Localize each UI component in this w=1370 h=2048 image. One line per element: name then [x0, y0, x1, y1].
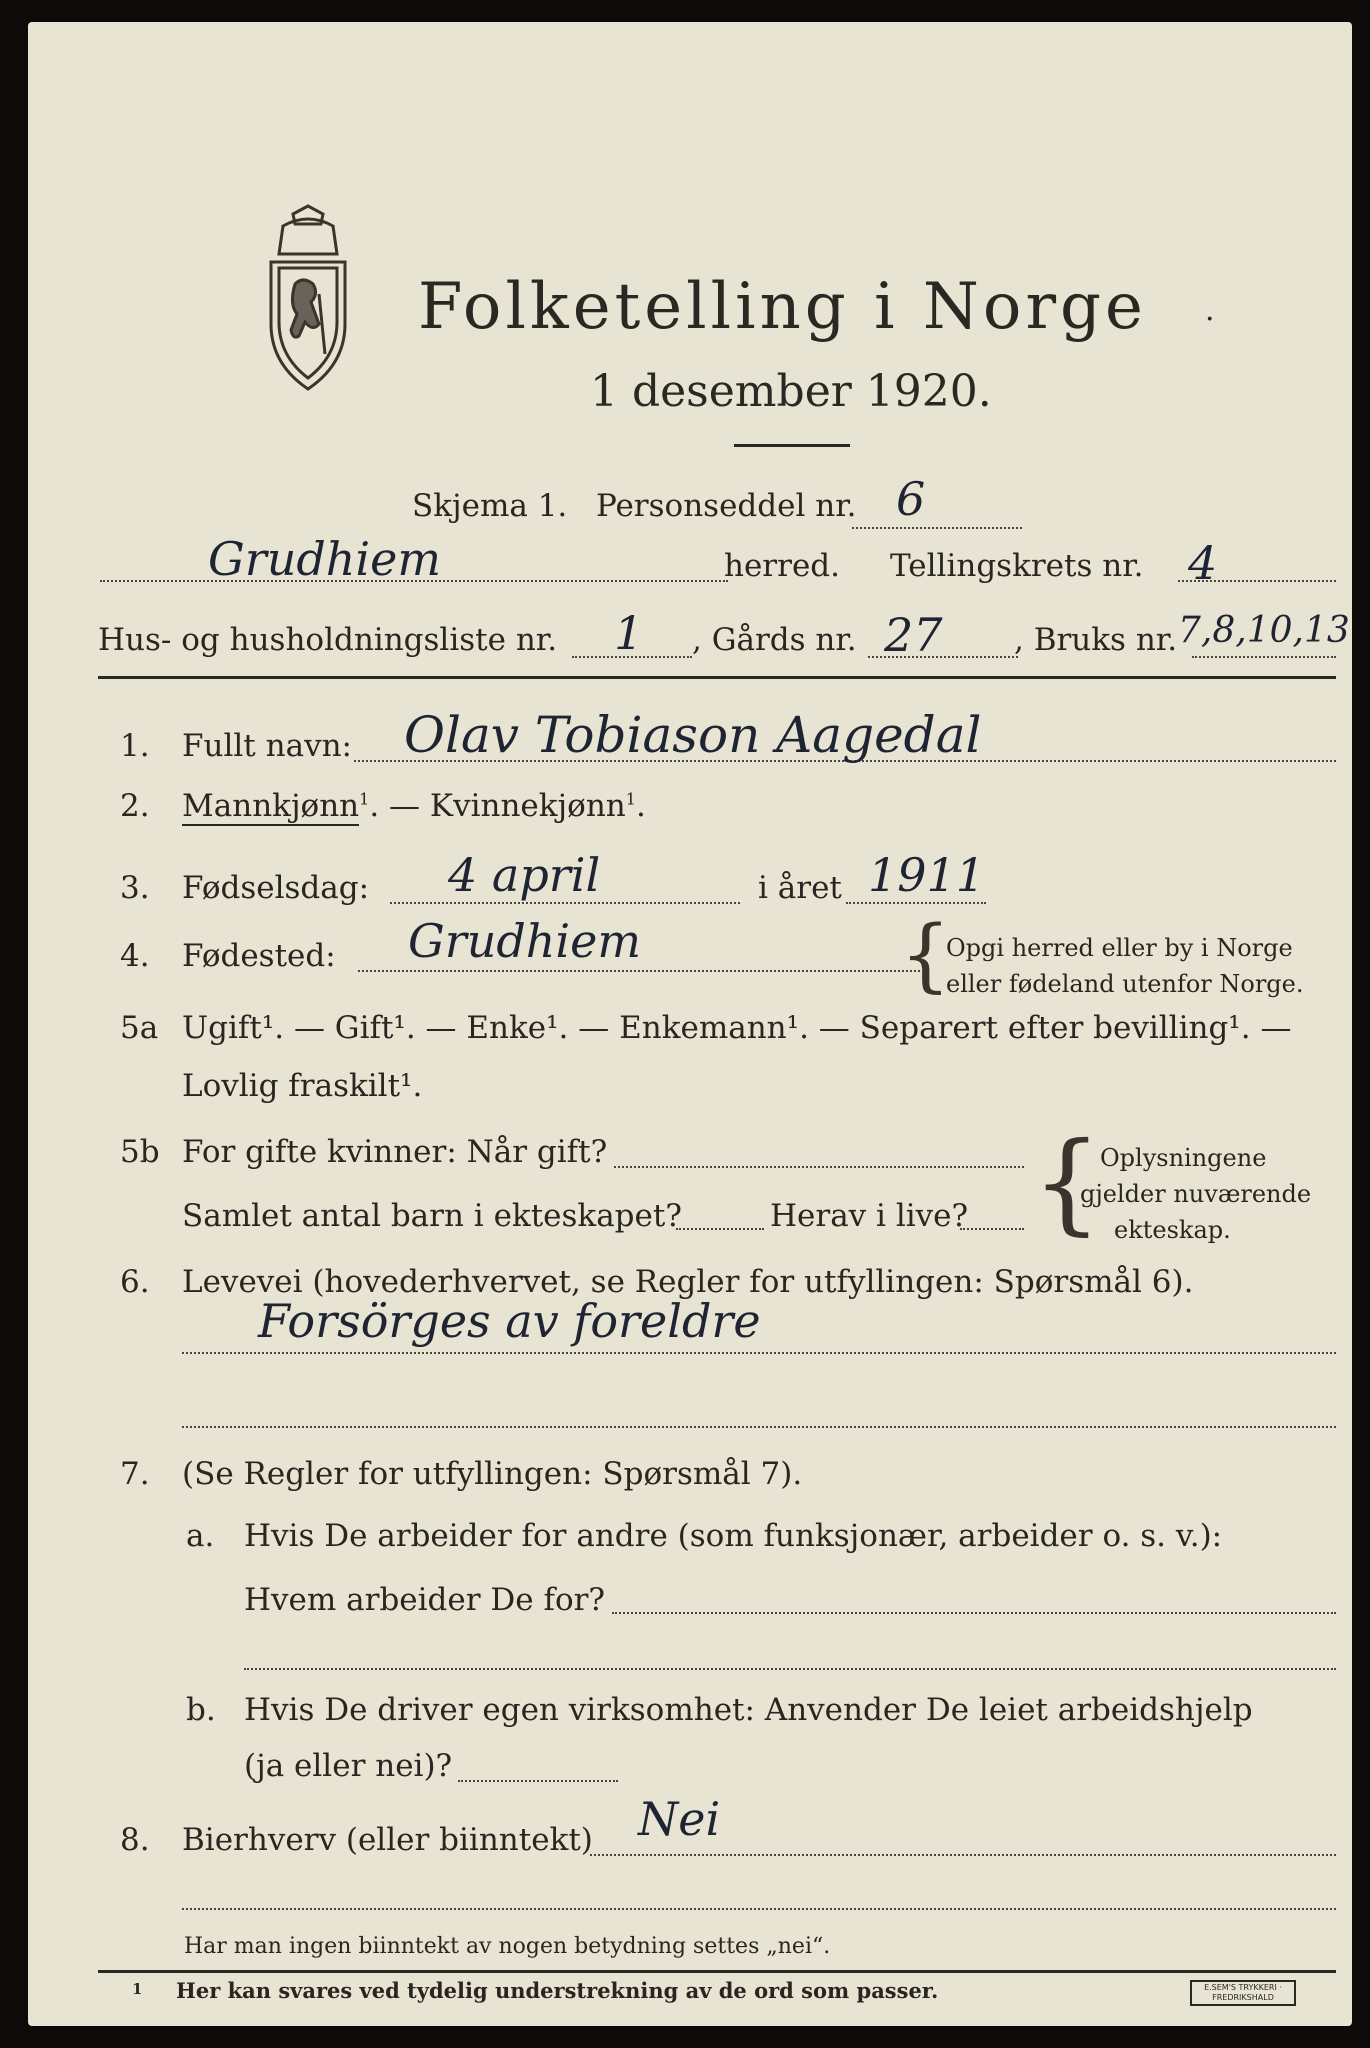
hus-value[interactable]: 1 [614, 606, 644, 660]
lovlig-fraskilt-option[interactable]: Lovlig fraskilt¹. [182, 1068, 423, 1104]
q1-number: 1. [120, 728, 150, 764]
title-dot: · [1205, 302, 1215, 337]
children-count-line [676, 1228, 764, 1230]
q7b-answer-label: (ja eller nei)? [244, 1748, 453, 1784]
bruks-label: , Bruks nr. [1014, 622, 1178, 658]
q8-label: Bierhverv (eller biinntekt) [182, 1822, 593, 1858]
biinntekt-note: Har man ingen biinntekt av nogen betydning settes „nei“. [184, 1934, 831, 1959]
q4-number: 4. [120, 938, 150, 974]
personseddel-value[interactable]: 6 [896, 472, 926, 526]
q5a-number: 5a [120, 1010, 159, 1046]
hired-help-line [458, 1780, 618, 1782]
gards-value[interactable]: 27 [884, 608, 943, 662]
q7a-letter: a. [186, 1518, 215, 1554]
footer-separator [98, 1970, 1336, 1973]
kvinnekjonn-footnote-mark: 1 [625, 789, 636, 809]
personseddel-label: Personseddel nr. [596, 488, 857, 524]
norwegian-coat-of-arms-icon [253, 204, 363, 394]
q7a-employer-label: Hvem arbeider De for? [244, 1582, 606, 1618]
birthday-value[interactable]: 4 april [448, 848, 601, 902]
marital-status-options[interactable]: Ugift¹. — Gift¹. — Enke¹. — Enkemann¹. — Separert efter bevilling¹. — [182, 1010, 1292, 1046]
birthplace-value[interactable]: Grudhiem [408, 914, 641, 968]
q7-number: 7. [120, 1456, 150, 1492]
q7b-label: Hvis De driver egen virksomhet: Anvender De leiet arbeidshjelp [244, 1692, 1253, 1728]
footnote-mark: 1 [132, 1980, 143, 1998]
q2-separator: . — [369, 788, 430, 824]
title-divider [734, 444, 850, 447]
q7b-letter: b. [186, 1692, 216, 1728]
q6-label: Levevei (hovederhvervet, se Regler for utfyllingen: Spørsmål 6). [182, 1264, 1194, 1300]
q3-label: Fødselsdag: [182, 870, 370, 906]
employer-line-2 [244, 1668, 1336, 1670]
tellingskrets-value[interactable]: 4 [1188, 536, 1218, 590]
q5b-note-line2: gjelder nuværende [1080, 1180, 1312, 1208]
mannkjonn-footnote-mark: 1 [359, 789, 370, 809]
q5b-children-label: Samlet antal barn i ekteskapet? [182, 1198, 682, 1234]
q3-number: 3. [120, 870, 150, 906]
q2-number: 2. [120, 788, 150, 824]
q8-number: 8. [120, 1822, 150, 1858]
printer-mark: E.SEM'S TRYKKERI · FREDRIKSHALD [1190, 1980, 1296, 2006]
occupation-value[interactable]: Forsörges av foreldre [258, 1294, 761, 1348]
employer-line-1 [612, 1612, 1336, 1614]
married-date-line [614, 1166, 1024, 1168]
q4-brace: { [900, 908, 951, 1001]
q5b-alive-label: Herav i live? [770, 1198, 969, 1234]
secondary-income-line-2 [182, 1908, 1336, 1910]
q6-number: 6. [120, 1264, 150, 1300]
personseddel-line [852, 527, 1022, 529]
q4-label: Fødested: [182, 938, 336, 974]
q5b-number: 5b [120, 1134, 160, 1170]
aaret-label: i året [758, 870, 842, 906]
birth-year-line [846, 902, 986, 904]
skjema-label: Skjema 1. [412, 488, 568, 524]
children-alive-line [960, 1228, 1024, 1230]
birthplace-line [358, 970, 920, 972]
census-form-paper [28, 22, 1352, 2026]
tellingskrets-label: Tellingskrets nr. [890, 548, 1144, 584]
secondary-income-value[interactable]: Nei [638, 1792, 721, 1846]
kvinnekjonn-option[interactable]: Kvinnekjønn [429, 788, 626, 824]
bruks-line [1192, 656, 1336, 658]
occupation-line-2 [182, 1426, 1336, 1428]
q5b-brace: { [1032, 1118, 1102, 1246]
herred-value[interactable]: Grudhiem [208, 532, 441, 586]
bruks-value[interactable]: 7,8,10,13 [1178, 610, 1350, 651]
q2-options [182, 788, 646, 824]
q4-note-line2: eller fødeland utenfor Norge. [946, 970, 1304, 998]
birthday-line [390, 902, 740, 904]
herred-label: herred. [724, 548, 840, 584]
hus-label: Hus- og husholdningsliste nr. [98, 622, 558, 658]
gards-label: , Gårds nr. [692, 622, 857, 658]
form-subtitle: 1 desember 1920. [590, 366, 992, 417]
q1-label: Fullt navn: [182, 728, 352, 764]
q5b-note-line1: Oplysningene [1100, 1144, 1267, 1172]
occupation-line-1 [182, 1352, 1336, 1354]
q7a-label: Hvis De arbeider for andre (som funksjonær, arbeider o. s. v.): [244, 1518, 1223, 1554]
form-title: Folketelling i Norge [418, 270, 1147, 344]
birth-year-value[interactable]: 1911 [868, 848, 986, 902]
q5b-married-label: For gifte kvinner: Når gift? [182, 1134, 608, 1170]
header-separator [98, 676, 1336, 679]
q5b-note-line3: ekteskap. [1114, 1216, 1231, 1244]
q7-label: (Se Regler for utfyllingen: Spørsmål 7). [182, 1456, 803, 1492]
footnote-text: Her kan svares ved tydelig understrekning av de ord som passer. [176, 1978, 939, 2003]
secondary-income-line [590, 1854, 1336, 1856]
full-name-value[interactable]: Olav Tobiason Aagedal [404, 706, 982, 764]
mannkjonn-option[interactable]: Mannkjønn [182, 788, 360, 824]
q4-note-line1: Opgi herred eller by i Norge [946, 934, 1293, 962]
q2-end: . [635, 788, 646, 824]
